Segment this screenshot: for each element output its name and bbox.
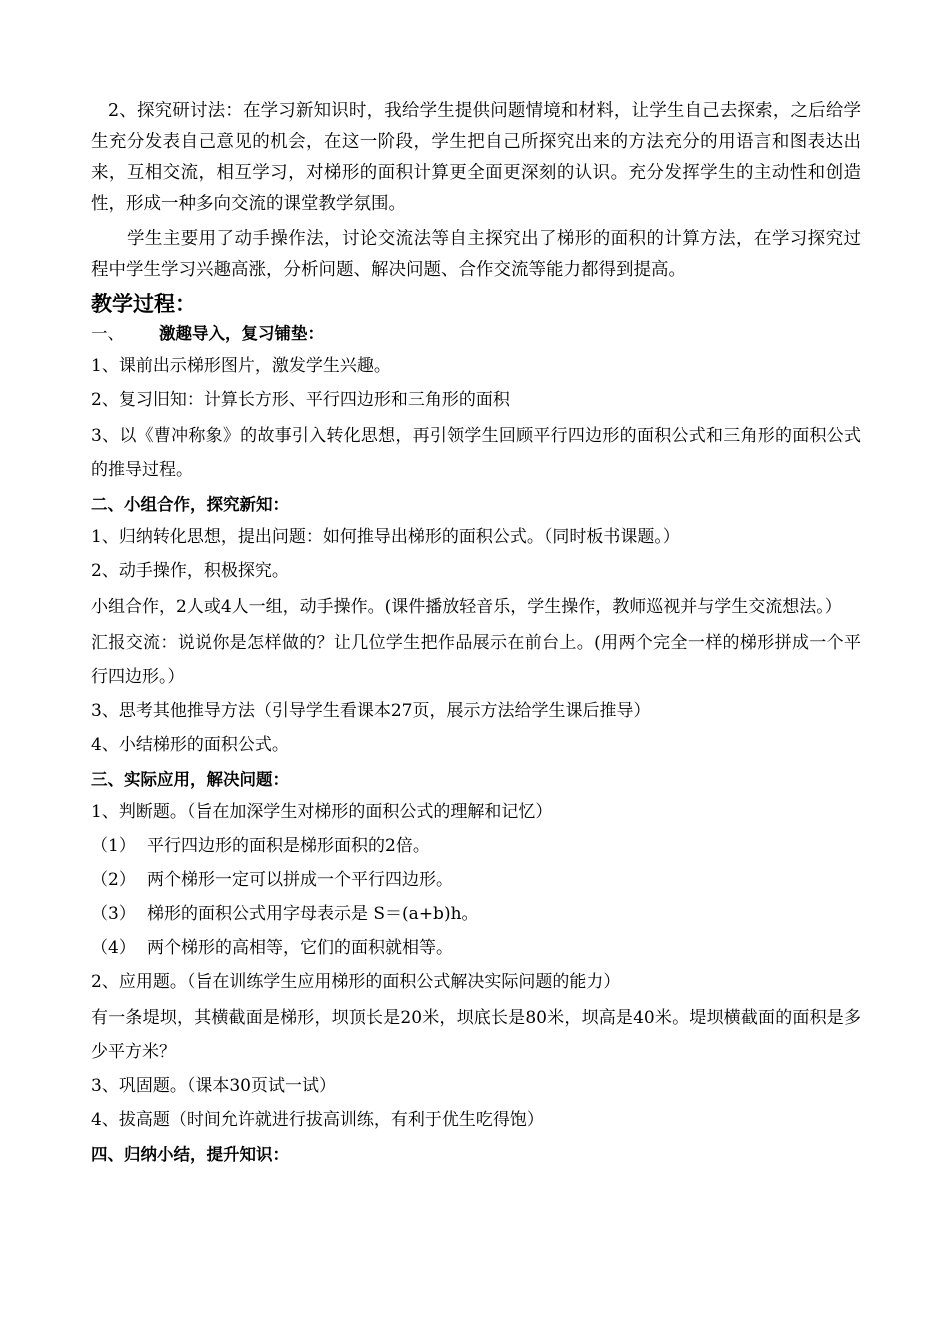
- judge-question-4: （4） 两个梯形的高相等，它们的面积就相等。: [91, 938, 453, 958]
- intro-paragraph-1: 2、探究研讨法：在学习新知识时，我给学生提供问题情境和材料，让学生自己去探索，之后给学生充分发表自己意见的机会，在这一阶段，学生把自己所探究出来的方法充分的用语言和图表达出来，互相交流，相互学习，对梯形的面积计算更全面更深刻的认识。充分发挥学生的主动性和创造性，形成一种多向交流的课堂教学氛围。: [91, 101, 861, 214]
- list-item: 3、以《曹冲称象》的故事引入转化思想，再引领学生回顾平行四边形的面积公式和三角形的面积公式的推导过程。: [91, 426, 861, 480]
- list-item: 2、复习旧知：计算长方形、平行四边形和三角形的面积: [91, 390, 510, 410]
- list-item: 小组合作，2人或4人一组，动手操作。(课件播放轻音乐，学生操作，教师巡视并与学生交流想法。）: [91, 597, 842, 617]
- judge-question-2: （2） 两个梯形一定可以拼成一个平行四边形。: [91, 870, 453, 890]
- section-4-heading: 四、归纳小结，提升知识：: [91, 1145, 289, 1164]
- section-1-number: 一、: [91, 324, 124, 343]
- list-item: 4、小结梯形的面积公式。: [91, 735, 289, 755]
- judge-question-1: （1） 平行四边形的面积是梯形面积的2倍。: [91, 836, 430, 856]
- list-item: 3、巩固题。（课本30页试一试）: [91, 1076, 336, 1096]
- list-item: 汇报交流：说说你是怎样做的？让几位学生把作品展示在前台上。(用两个完全一样的梯形拼成一个平行四边形。）: [91, 633, 861, 687]
- document-content: [91, 96, 861, 1172]
- teaching-process-title: 教学过程：: [91, 292, 196, 316]
- list-item: 4、拔高题（时间允许就进行拔高训练，有利于优生吃得饱）: [91, 1110, 544, 1130]
- section-3-heading: 三、实际应用，解决问题：: [91, 770, 289, 789]
- section-2-heading: 二、小组合作，探究新知：: [91, 495, 289, 514]
- list-item: 2、动手操作，积极探究。: [91, 561, 289, 581]
- application-problem: 有一条堤坝，其横截面是梯形，坝顶长是20米，坝底长是80米，坝高是40米。堤坝横截面的面积是多少平方米？: [91, 1008, 861, 1062]
- list-item: 1、课前出示梯形图片，激发学生兴趣。: [91, 356, 391, 376]
- list-item: 3、思考其他推导方法（引导学生看课本27页，展示方法给学生课后推导）: [91, 701, 651, 721]
- intro-paragraph-2: 学生主要用了动手操作法，讨论交流法等自主探究出了梯形的面积的计算方法，在学习探究过程中学生学习兴趣高涨，分析问题、解决问题、合作交流等能力都得到提高。: [91, 229, 861, 280]
- judge-question-3: （3） 梯形的面积公式用字母表示是 S＝(a+b)h。: [91, 904, 479, 924]
- list-item: 2、应用题。（旨在训练学生应用梯形的面积公式解决实际问题的能力）: [91, 972, 621, 992]
- section-1-heading-text: 激趣导入，复习铺垫：: [159, 324, 324, 343]
- list-item: 1、归纳转化思想，提出问题：如何推导出梯形的面积公式。（同时板书课题。）: [91, 527, 680, 547]
- section-1-heading: [91, 318, 861, 349]
- list-item: 1、判断题。（旨在加深学生对梯形的面积公式的理解和记忆）: [91, 802, 553, 822]
